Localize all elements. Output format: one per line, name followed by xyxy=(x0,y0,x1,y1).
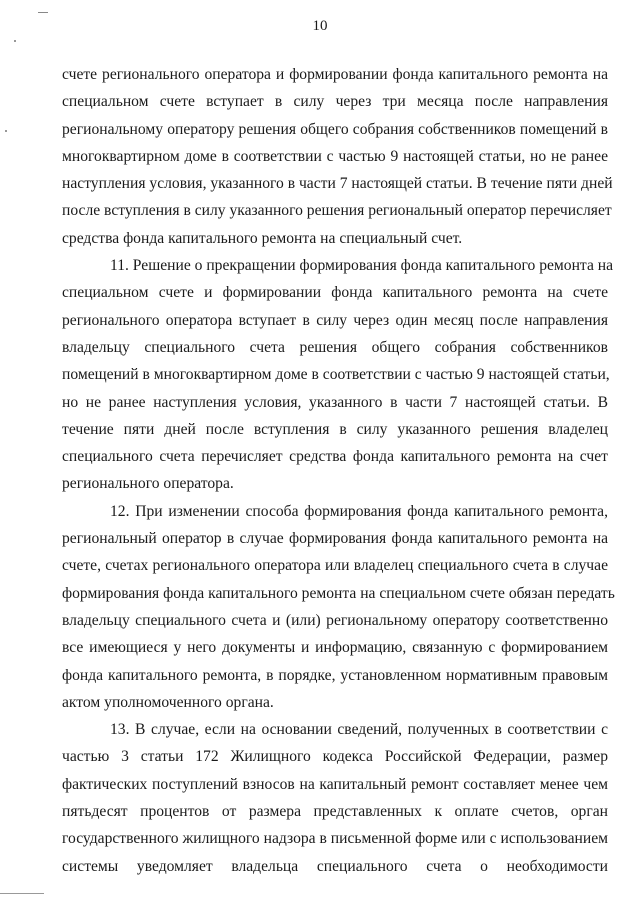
text-line: регионального оператора вступает в силу через один месяц после направления xyxy=(62,311,608,329)
text-line: пятьдесят процентов от размера представленных к оплате счетов, орган xyxy=(62,803,608,821)
scan-mark-bottom xyxy=(0,893,44,894)
text-line: 11. Решение о прекращении формирования фонда капитального ремонта на xyxy=(110,257,614,275)
text-line: частью 3 статьи 172 Жилищного кодекса Российской Федерации, размер xyxy=(62,748,608,766)
text-line: все имеющиеся у него документы и информацию, связанную с формированием xyxy=(62,639,608,657)
text-line: специального счета перечисляет средства фонда капитального ремонта на счет xyxy=(62,448,608,466)
text-line: регионального оператора. xyxy=(62,475,234,493)
text-line: средства фонда капитального ремонта на специальный счет. xyxy=(62,229,463,247)
text-line: но не ранее наступления условия, указанного в части 7 настоящей статьи. В xyxy=(62,393,608,411)
page-number: 10 xyxy=(312,18,328,34)
text-line: владельцу специального счета решения общего собрания собственников xyxy=(62,338,608,356)
document-body xyxy=(62,61,615,880)
text-line: государственного жилищного надзора в письменной форме или с использованием xyxy=(62,830,608,848)
text-line: фонда капитального ремонта, в порядке, установленном нормативным правовым xyxy=(62,666,608,684)
scan-speck xyxy=(5,130,7,132)
text-line: помещений в многоквартирном доме в соответствии с частью 9 настоящей статьи, xyxy=(62,366,610,384)
text-line: владельцу специального счета и (или) региональному оператору соответственно xyxy=(62,611,608,629)
text-line: региональному оператору решения общего собрания собственников помещений в xyxy=(62,120,608,138)
text-line: после вступления в силу указанного решения региональный оператор перечисляет xyxy=(62,202,612,220)
text-line: 12. При изменении способа формирования фонда капитального ремонта, xyxy=(110,502,608,520)
scan-mark-top xyxy=(38,12,48,13)
text-line: системы уведомляет владельца специального счета о необходимости xyxy=(62,857,608,875)
text-line: актом уполномоченного органа. xyxy=(62,693,274,711)
text-line: течение пяти дней после вступления в силу указанного решения владелец xyxy=(62,420,608,438)
text-line: счете, счетах регионального оператора или владелец специального счета в случае xyxy=(62,557,608,575)
text-line: специальном счете и формировании фонда капитального ремонта на счете xyxy=(62,284,608,302)
text-line: формирования фонда капитального ремонта на специальном счете обязан передать xyxy=(62,584,615,602)
scan-speck xyxy=(14,40,16,42)
text-line: 13. В случае, если на основании сведений, полученных в соответствии с xyxy=(110,721,608,739)
text-line: фактических поступлений взносов на капитальный ремонт составляет менее чем xyxy=(62,775,608,793)
text-line: счете регионального оператора и формировании фонда капитального ремонта на xyxy=(62,66,608,83)
text-line: специальном счете вступает в силу через три месяца после направления xyxy=(62,93,608,111)
text-line: наступления условия, указанного в части 7 настоящей статьи. В течение пяти дней xyxy=(62,175,613,193)
text-line: региональный оператор в случае формирования фонда капитального ремонта на xyxy=(62,530,608,548)
text-line: многоквартирном доме в соответствии с частью 9 настоящей статьи, но не ранее xyxy=(62,147,608,165)
